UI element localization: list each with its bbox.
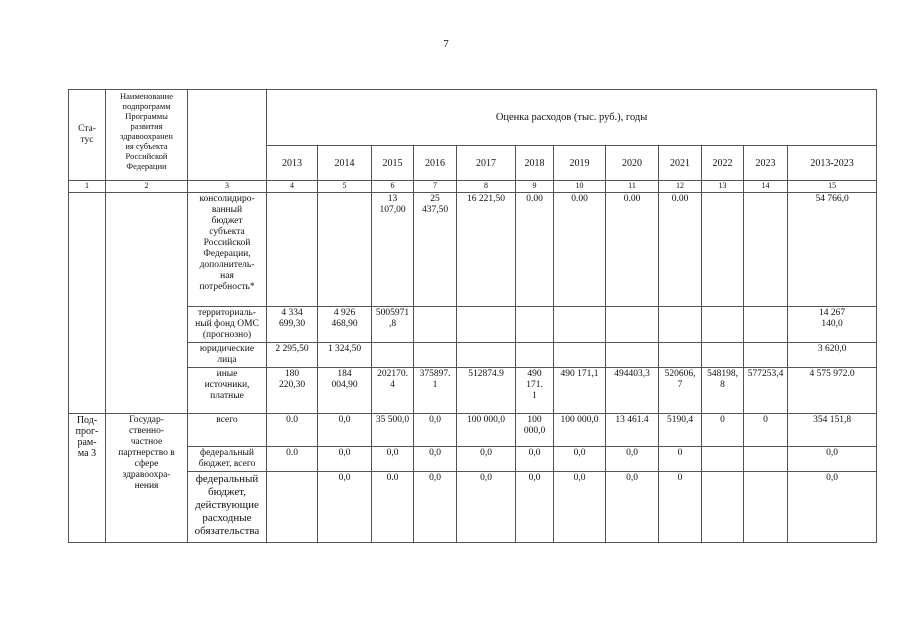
year-2014: 2014	[318, 146, 372, 181]
value-cell: 0.00	[554, 193, 606, 307]
value-cell: 35 500,0	[372, 414, 414, 446]
value-cell: 16 221,50	[457, 193, 516, 307]
name-cell-empty	[106, 193, 188, 414]
col-number: 11	[606, 181, 659, 193]
value-cell-total: 354 151,8	[788, 414, 877, 446]
year-2020: 2020	[606, 146, 659, 181]
year-total: 2013-2023	[788, 146, 877, 181]
col-number: 10	[554, 181, 606, 193]
source-header	[188, 90, 267, 181]
value-cell: 4 926 468,90	[318, 306, 372, 342]
table-row	[69, 306, 877, 342]
value-cell	[702, 446, 744, 471]
table-row	[69, 446, 877, 471]
status-header: Ста- тус	[69, 90, 106, 181]
value-cell: 13 461.4	[606, 414, 659, 446]
value-cell	[318, 193, 372, 307]
table-row	[69, 193, 877, 307]
value-cell	[702, 343, 744, 368]
value-cell	[606, 306, 659, 342]
year-2013: 2013	[267, 146, 318, 181]
value-cell	[702, 471, 744, 542]
value-cell: 25 437,50	[414, 193, 457, 307]
value-cell: 0,0	[457, 471, 516, 542]
value-cell: 100 000,0	[516, 414, 554, 446]
value-cell	[554, 306, 606, 342]
column-numbers-row	[69, 181, 877, 193]
value-cell: 0,0	[554, 471, 606, 542]
value-cell: 0.00	[516, 193, 554, 307]
value-cell: 0.0	[267, 446, 318, 471]
table-row	[69, 414, 877, 446]
value-cell: 2 295,50	[267, 343, 318, 368]
value-cell: 5190,4	[659, 414, 702, 446]
value-cell	[516, 343, 554, 368]
source-label: всего	[188, 414, 267, 446]
col-number: 1	[69, 181, 106, 193]
subprogram-name: Государ- ственно- частное партнерство в сфере здравоохра- нения	[106, 414, 188, 543]
value-cell: 0,0	[554, 446, 606, 471]
source-label: федеральный бюджет, всего	[188, 446, 267, 471]
year-2022: 2022	[702, 146, 744, 181]
page-number: 7	[443, 38, 449, 50]
value-cell: 0,0	[318, 446, 372, 471]
value-cell: 0,0	[318, 471, 372, 542]
value-cell: 180 220,30	[267, 368, 318, 414]
value-cell: 0	[702, 414, 744, 446]
value-cell	[267, 471, 318, 542]
value-cell	[659, 343, 702, 368]
value-cell: 0,0	[414, 414, 457, 446]
value-cell	[414, 306, 457, 342]
source-label: консолидиро- ванный бюджет субъекта Российской Федерации, дополнитель- ная потребность*	[188, 193, 267, 307]
value-cell	[744, 343, 788, 368]
value-cell-total: 54 766,0	[788, 193, 877, 307]
value-cell: 520606, 7	[659, 368, 702, 414]
value-cell	[516, 306, 554, 342]
source-label: иные источники, платные	[188, 368, 267, 414]
value-cell: 100 000,0	[457, 414, 516, 446]
value-cell-total: 0,0	[788, 471, 877, 542]
col-number: 3	[188, 181, 267, 193]
value-cell	[457, 306, 516, 342]
estimate-title: Оценка расходов (тыс. руб.), годы	[267, 90, 877, 146]
budget-table	[68, 89, 877, 543]
status-cell-empty	[69, 193, 106, 414]
value-cell	[744, 471, 788, 542]
value-cell: 5005971 ,8	[372, 306, 414, 342]
col-number: 4	[267, 181, 318, 193]
col-number: 13	[702, 181, 744, 193]
value-cell: 0,0	[606, 471, 659, 542]
value-cell: 0	[744, 414, 788, 446]
value-cell: 0,0	[516, 446, 554, 471]
value-cell: 0,0	[318, 414, 372, 446]
source-label: территориаль- ный фонд ОМС (прогнозно)	[188, 306, 267, 342]
source-label: юридические лица	[188, 343, 267, 368]
col-number: 9	[516, 181, 554, 193]
value-cell	[554, 343, 606, 368]
value-cell: 0	[659, 446, 702, 471]
value-cell	[267, 193, 318, 307]
value-cell: 0,0	[516, 471, 554, 542]
value-cell: 0	[659, 471, 702, 542]
value-cell: 490 171. 1	[516, 368, 554, 414]
value-cell-total: 0,0	[788, 446, 877, 471]
value-cell-total: 3 620,0	[788, 343, 877, 368]
value-cell: 1 324,50	[318, 343, 372, 368]
year-2023: 2023	[744, 146, 788, 181]
value-cell	[702, 193, 744, 307]
value-cell: 0,0	[414, 446, 457, 471]
value-cell: 0,0	[414, 471, 457, 542]
table-row	[69, 343, 877, 368]
year-2018: 2018	[516, 146, 554, 181]
value-cell: 375897. 1	[414, 368, 457, 414]
value-cell: 0.00	[659, 193, 702, 307]
col-number: 2	[106, 181, 188, 193]
value-cell: 0.00	[606, 193, 659, 307]
table-row	[69, 471, 877, 542]
value-cell: 548198, 8	[702, 368, 744, 414]
col-number: 14	[744, 181, 788, 193]
value-cell: 184 004,90	[318, 368, 372, 414]
value-cell-total: 14 267 140,0	[788, 306, 877, 342]
value-cell-total: 4 575 972.0	[788, 368, 877, 414]
year-2015: 2015	[372, 146, 414, 181]
value-cell	[414, 343, 457, 368]
source-label: федеральный бюджет, действующие расходные обязательства	[188, 471, 267, 542]
value-cell	[659, 306, 702, 342]
year-2021: 2021	[659, 146, 702, 181]
col-number: 6	[372, 181, 414, 193]
value-cell: 577253,4	[744, 368, 788, 414]
value-cell	[744, 193, 788, 307]
value-cell: 512874.9	[457, 368, 516, 414]
header-row-1	[69, 90, 877, 146]
year-2017: 2017	[457, 146, 516, 181]
col-number: 7	[414, 181, 457, 193]
year-2016: 2016	[414, 146, 457, 181]
value-cell: 494403,3	[606, 368, 659, 414]
table-row	[69, 368, 877, 414]
value-cell	[744, 306, 788, 342]
value-cell	[457, 343, 516, 368]
value-cell	[372, 343, 414, 368]
value-cell: 0.0	[372, 471, 414, 542]
value-cell: 100 000,0	[554, 414, 606, 446]
col-number: 5	[318, 181, 372, 193]
col-number: 15	[788, 181, 877, 193]
value-cell: 13 107,00	[372, 193, 414, 307]
value-cell	[702, 306, 744, 342]
value-cell: 0,0	[606, 446, 659, 471]
value-cell	[606, 343, 659, 368]
col-number: 12	[659, 181, 702, 193]
value-cell: 0,0	[457, 446, 516, 471]
year-2019: 2019	[554, 146, 606, 181]
subprogram-status: Под- прог- рам- ма 3	[69, 414, 106, 543]
value-cell: 490 171,1	[554, 368, 606, 414]
col-number: 8	[457, 181, 516, 193]
name-header: Наименование подпрограмм Программы развития здравоохранен ия субъекта Российской Федерации	[106, 90, 188, 181]
value-cell: 0.0	[267, 414, 318, 446]
value-cell	[744, 446, 788, 471]
value-cell: 202170. 4	[372, 368, 414, 414]
value-cell: 0,0	[372, 446, 414, 471]
value-cell: 4 334 699,30	[267, 306, 318, 342]
